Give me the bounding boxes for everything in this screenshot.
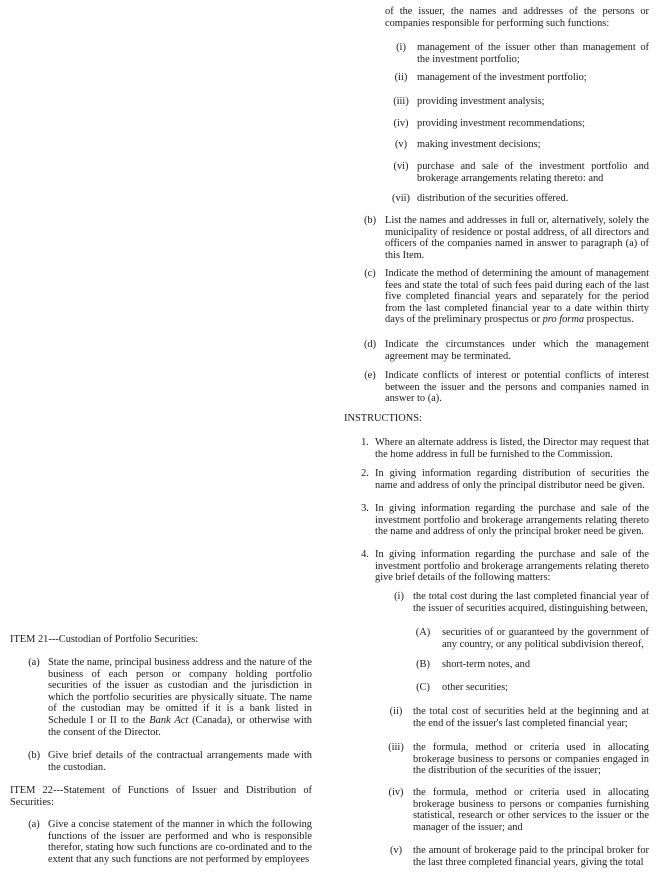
instruction-number: 4. <box>361 549 369 560</box>
sub-item-v: the amount of brokerage paid to the principal broker for the last three completed financial years, giving the total <box>413 845 649 868</box>
sub-item-iv: the formula, method or criteria used in allocating brokerage business to persons or companies furnishing statistical, research or other services to the issuer or the manager of the issuer; and <box>413 787 649 833</box>
paragraph-label: (b) <box>27 750 41 761</box>
function-item: making investment decisions; <box>417 139 541 150</box>
function-item: distribution of the securities offered. <box>417 193 569 204</box>
item-22-a: Give a concise statement of the manner in which the following functions of the issuer are performed and who is responsible therefor, stating how such functions are co-ordinated and to the extent that any such functions are not performed by employees <box>48 819 312 865</box>
paragraph-label: (c) <box>364 268 376 279</box>
sub-item-label: (i) <box>394 591 404 602</box>
paragraph-e: Indicate conflicts of interest or potential conflicts of interest between the issuer and the persons and companies named in answer to (a). <box>385 370 649 405</box>
function-label: (ii) <box>394 72 408 83</box>
paragraph-label: (a) <box>28 657 40 668</box>
item-21-a-text: State the name, principal business address and the nature of the business of each person or company holding portfolio securities of the issuer as custodian and the jurisdiction in which the portfolio securities are physically situate. The name of the custodian may be omitted if it is a bank listed in Schedule I or II to the <box>48 657 312 726</box>
continued-paragraph-a: of the issuer, the names and addresses of the persons or companies responsible for performing such functions: <box>385 6 649 29</box>
sub-sub-item-a: securities of or guaranteed by the government of any country, or any political subdivision thereof, <box>442 627 649 650</box>
paragraph-label: (a) <box>28 819 40 830</box>
sub-sub-label: (B) <box>416 659 430 670</box>
function-label: (vii) <box>392 193 410 204</box>
paragraph-c-text: Indicate the method of determining the amount of management fees and state the total of such fees paid during each of the last five completed financial years and separately for the period from the last completed financial year to a date within thirty days of the preliminary prospectus or <box>385 268 649 326</box>
sub-item-iii: the formula, method or criteria used in allocating brokerage business to persons or companies engaged in the distribution of the securities of the issuer; <box>413 742 649 777</box>
sub-item-label: (iv) <box>388 787 404 798</box>
function-item: management of the investment portfolio; <box>417 72 587 83</box>
function-item: providing investment analysis; <box>417 96 545 107</box>
sub-item-i: the total cost during the last completed financial year of the issuer of securities acquired, distinguishing between, <box>413 591 649 614</box>
sub-sub-item-b: short-term notes, and <box>442 659 531 670</box>
pro-forma-italic: pro forma <box>542 314 585 326</box>
instruction-4: In giving information regarding the purchase and sale of the investment portfolio and brokerage arrangements relating thereto give brief details of the following matters: <box>375 549 649 584</box>
bank-act-italic: Bank Act <box>149 714 189 726</box>
sub-item-label: (ii) <box>389 706 403 717</box>
instruction-3: In giving information regarding the purchase and sale of the investment portfolio and brokerage arrangements relating thereto the name and address of only the principal broker need be given. <box>375 503 649 538</box>
instruction-2: In giving information regarding distribution of securities the name and address of only the principal distributor need be given. <box>375 468 649 491</box>
item-21-a <box>48 657 312 738</box>
sub-sub-label: (C) <box>416 682 430 693</box>
function-label: (v) <box>394 139 408 150</box>
function-item: management of the issuer other than management of the investment portfolio; <box>417 42 649 65</box>
item-21-b: Give brief details of the contractual arrangements made with the custodian. <box>48 750 312 773</box>
instructions-heading: INSTRUCTIONS: <box>344 413 422 424</box>
paragraph-c <box>385 268 649 326</box>
item-21-a-end: (Canada), or otherwise with the consent of the Director. <box>48 714 312 738</box>
paragraph-label: (b) <box>363 215 377 226</box>
function-item: providing investment recommendations; <box>417 118 585 129</box>
item-22-title: ITEM 22---Statement of Functions of Issuer and Distribution of Securities: <box>10 785 312 808</box>
sub-item-ii: the total cost of securities held at the beginning and at the end of the issuer's last completed financial year; <box>413 706 649 729</box>
instruction-number: 1. <box>361 437 369 448</box>
function-label: (iv) <box>393 118 409 129</box>
instruction-1: Where an alternate address is listed, the Director may request that the home address in full be furnished to the Commission. <box>375 437 649 460</box>
item-21-title: ITEM 21---Custodian of Portfolio Securities: <box>10 634 199 645</box>
sub-sub-item-c: other securities; <box>442 682 509 693</box>
paragraph-b: List the names and addresses in full or, alternatively, solely the municipality of residence or postal address, of all directors and officers of the companies named in answer to paragraph (a) of this Item. <box>385 215 649 261</box>
instruction-number: 2. <box>361 468 369 479</box>
paragraph-label: (e) <box>364 370 376 381</box>
sub-sub-label: (A) <box>415 627 431 638</box>
instruction-number: 3. <box>361 503 369 514</box>
function-label: (vi) <box>393 161 409 172</box>
sub-item-label: (iii) <box>388 742 404 753</box>
function-label: (iii) <box>393 96 409 107</box>
paragraph-d: Indicate the circumstances under which the management agreement may be terminated. <box>385 339 649 362</box>
sub-item-label: (v) <box>389 845 403 856</box>
function-item: purchase and sale of the investment portfolio and brokerage arrangements relating thereto: and <box>417 161 649 184</box>
paragraph-label: (d) <box>363 339 377 350</box>
paragraph-c-end: prospectus. <box>584 314 634 326</box>
function-label: (i) <box>396 42 406 53</box>
